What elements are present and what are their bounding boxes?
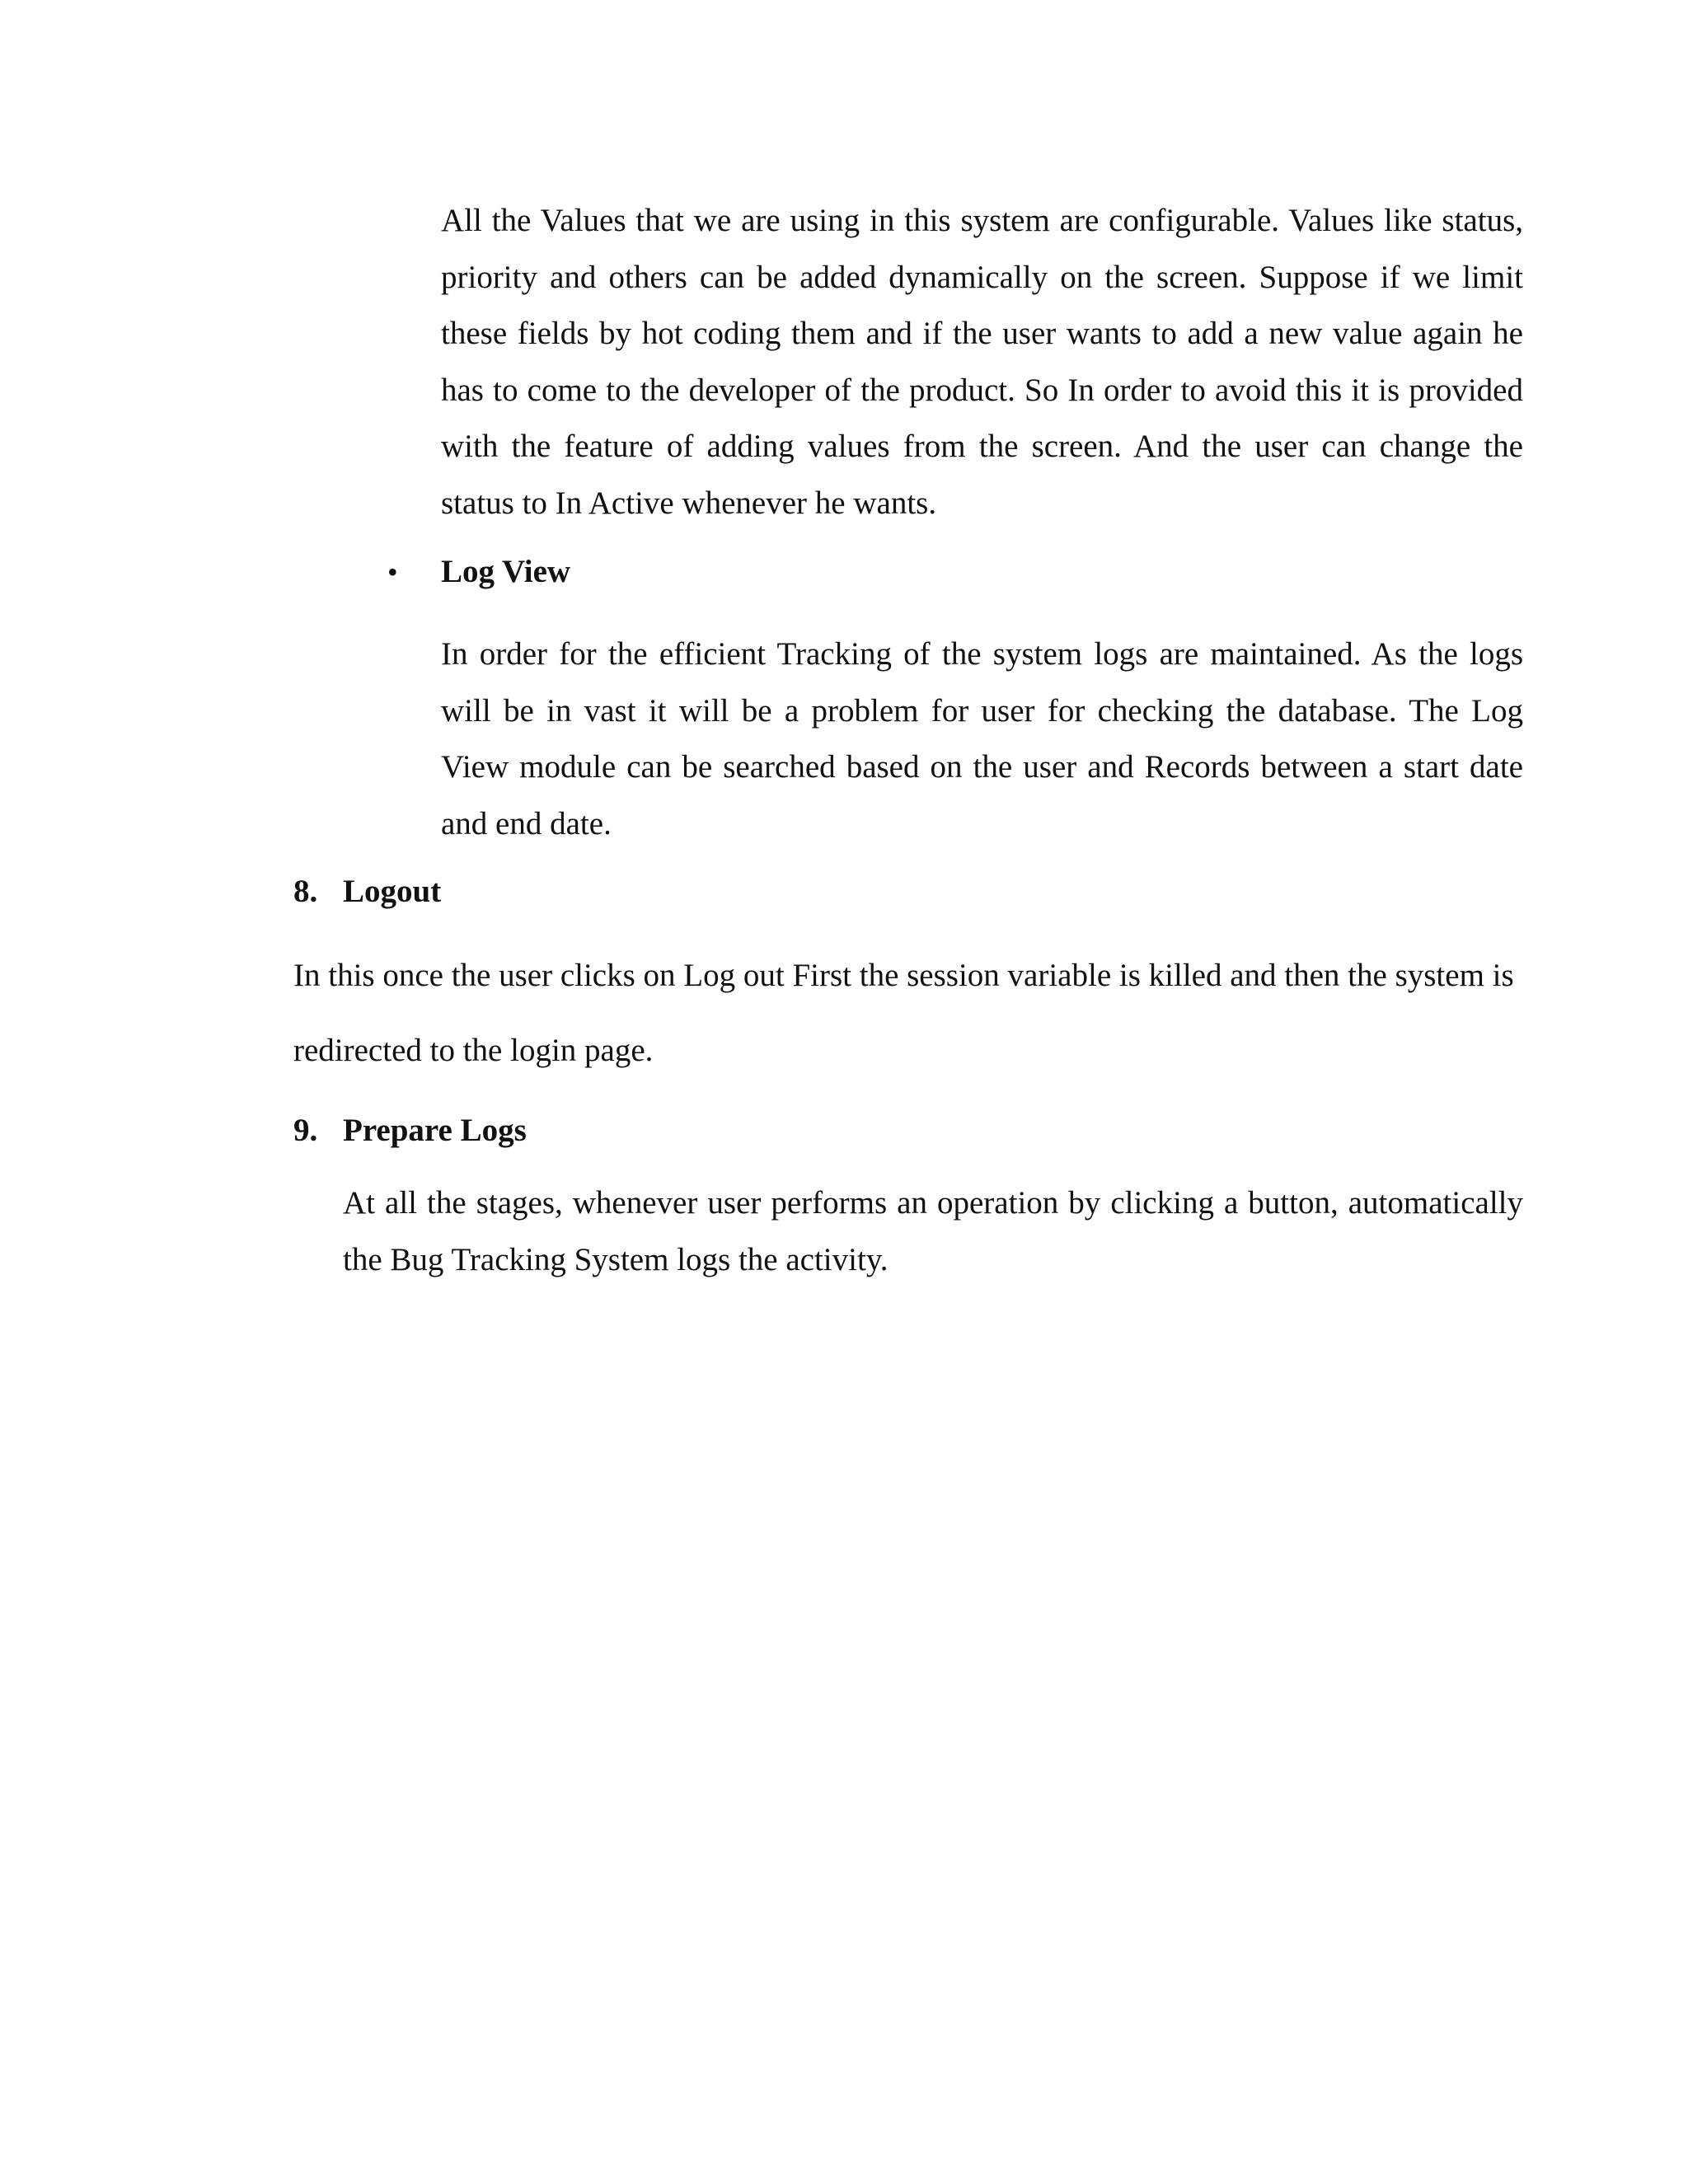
logout-paragraph: In this once the user clicks on Log out First the session variable is killed and then the system is redirected to the login page. (293, 958, 1514, 1068)
bullet-icon: • (387, 555, 398, 588)
prepare-logs-section-title: Prepare Logs (343, 1113, 527, 1148)
log-view-heading-label: Log View (441, 554, 571, 589)
configurable-values-paragraph: All the Values that we are using in this system are configurable. Values like status, priority and others can be added dynamically on the screen. Suppose if we limit these fields by hot coding them and if the user wants to add a new value again he has to come to the developer of the product. So In order to avoid this it is provided with the feature of adding values from the screen. And the user can change the status to In Active whenever he wants. (441, 203, 1523, 521)
log-view-paragraph: In order for the efficient Tracking of the system logs are maintained. As the logs will be in vast it will be a problem for user for checking the database. The Log View module can be searched based on the user and Records between a start date and end date. (441, 636, 1523, 841)
prepare-logs-section-number: 9. (293, 1113, 318, 1148)
logout-section-number: 8. (293, 874, 318, 909)
prepare-logs-paragraph: At all the stages, whenever user performs an operation by clicking a button, automatically the Bug Tracking System logs the activity. (343, 1185, 1523, 1277)
logout-section-title: Logout (343, 874, 442, 909)
